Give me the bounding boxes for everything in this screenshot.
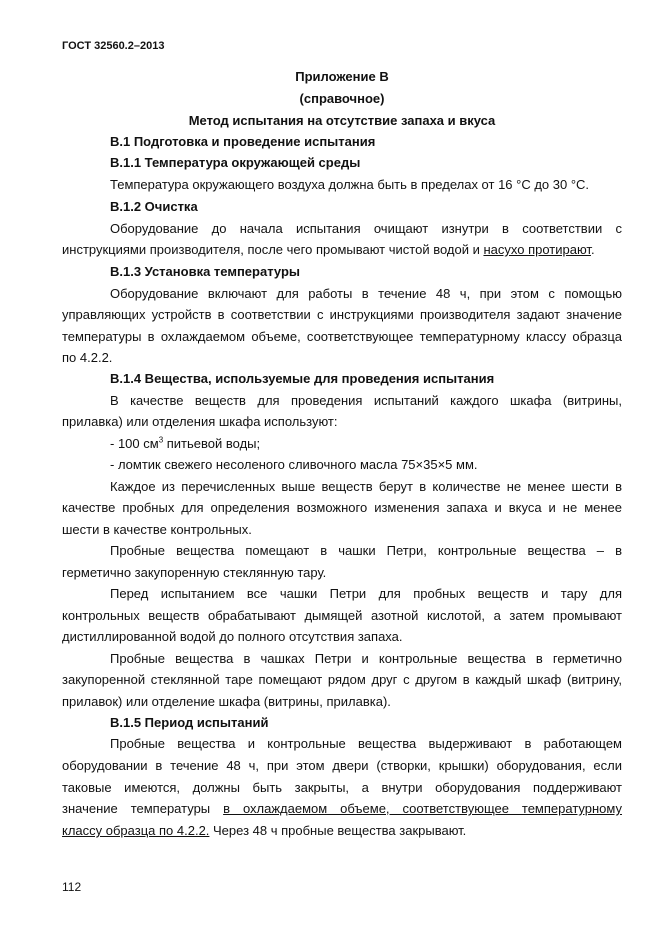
paragraph-line	[62, 239, 622, 261]
underlined-text: в охлаждаемом объеме, соответствующее температурному	[223, 801, 622, 816]
paragraph-line: Температура окружающего воздуха должна быть в пределах от 16 °С до 30 °С.	[110, 177, 590, 192]
section-heading: В.1.5 Период испытаний	[110, 715, 269, 730]
document-header: ГОСТ 32560.2–2013	[62, 40, 165, 52]
underlined-text: насухо протирают	[483, 242, 591, 257]
paragraph-line: таковые имеются, должны быть закрыты, а внутри оборудования поддерживают	[62, 780, 622, 795]
section-heading: В.1.3 Установка температуры	[110, 264, 300, 279]
text-run: - 100 см	[110, 436, 159, 451]
paragraph-line: шести в качестве контрольных.	[62, 522, 252, 537]
paragraph-line	[62, 820, 622, 842]
section-heading: В.1.4 Вещества, используемые для проведения испытания	[110, 371, 495, 386]
paragraph-line: управляющих устройств в соответствии с инструкциями производителя задают значение	[62, 307, 622, 322]
paragraph-line: Оборудование включают для работы в течение 48 ч, при этом с помощью	[110, 286, 622, 301]
paragraph-line: Оборудование до начала испытания очищают изнутри в соответствии с	[110, 221, 622, 236]
paragraph-line: герметично закупоренную стеклянную тару.	[62, 565, 327, 580]
paragraph-line: закупоренной стеклянной таре помещают рядом друг с другом в каждый шкаф (витрину,	[62, 672, 622, 687]
section-heading: В.1 Подготовка и проведение испытания	[110, 134, 376, 149]
paragraph-line: дистиллированной водой до полного отсутствия запаха.	[62, 629, 403, 644]
page-number: 112	[62, 880, 82, 894]
text-run: инструкциями производителя, после чего промывают чистой водой и	[62, 242, 484, 257]
paragraph-line: Пробные вещества помещают в чашки Петри, контрольные вещества – в	[110, 543, 622, 558]
superscript: 3	[158, 435, 164, 445]
appendix-kind: (справочное)	[299, 91, 385, 106]
appendix-name: Метод испытания на отсутствие запаха и вкуса	[188, 113, 496, 128]
text-run: питьевой воды;	[163, 436, 261, 451]
text-run: Через 48 ч пробные вещества закрывают.	[209, 823, 467, 838]
paragraph-line: Пробные вещества и контрольные вещества выдерживают в работающем	[110, 736, 622, 751]
paragraph-line: по 4.2.2.	[62, 350, 113, 365]
underlined-text: классу образца по 4.2.2.	[62, 823, 210, 838]
paragraph-line: прилавка) или отделения шкафа используют:	[62, 414, 338, 429]
paragraph-line: Пробные вещества в чашках Петри и контрольные вещества в герметично	[110, 651, 622, 666]
paragraph-line: Перед испытанием все чашки Петри для пробных веществ и тару для	[110, 586, 622, 601]
appendix-title: Приложение В	[295, 69, 389, 84]
section-heading: В.1.2 Очистка	[110, 199, 198, 214]
text-run: .	[590, 242, 595, 257]
paragraph-line	[62, 798, 622, 820]
list-item: - ломтик свежего несоленого сливочного масла 75×35×5 мм.	[110, 457, 478, 472]
section-heading: В.1.1 Температура окружающей среды	[110, 155, 361, 170]
paragraph-line: Каждое из перечисленных выше веществ берут в количестве не менее шести в	[110, 479, 622, 494]
paragraph-line: В качестве веществ для проведения испытаний каждого шкафа (витрины,	[110, 393, 622, 408]
paragraph-line: качестве пробных для определения возможного изменения запаха и вкуса и не менее	[62, 500, 622, 515]
text-run: значение температуры	[62, 801, 224, 816]
list-item	[110, 433, 622, 455]
paragraph-line: оборудовании в течение 48 ч, при этом двери (створки, крышки) оборудования, если	[62, 758, 622, 773]
paragraph-line: контрольных веществ обрабатывают дымящей азотной кислотой, а затем промывают	[62, 608, 622, 623]
paragraph-line: прилавок) или отделение шкафа (витрины, прилавка).	[62, 694, 391, 709]
paragraph-line: температуры в охлаждаемом объеме, соответствующее температурному классу образца	[62, 329, 622, 344]
